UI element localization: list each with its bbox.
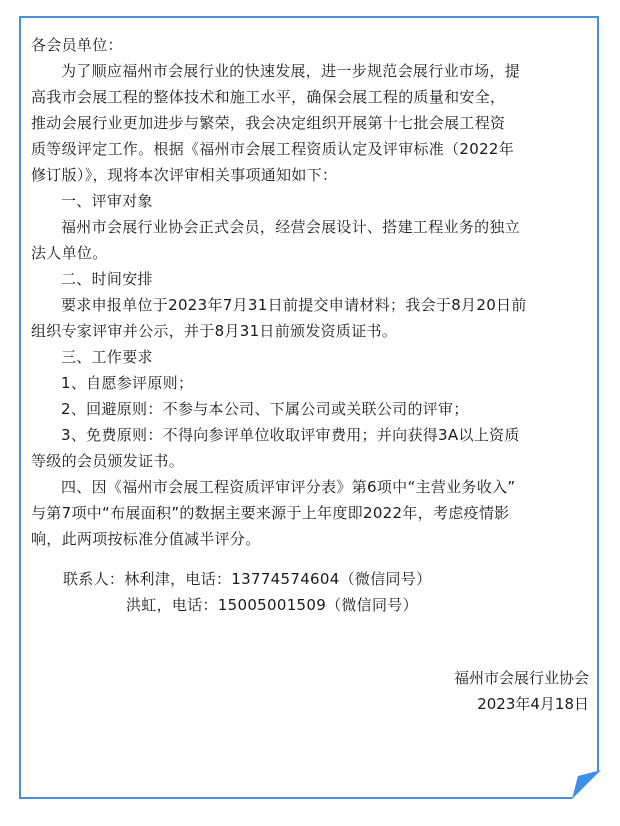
intro-line: 质等级评定工作。根据《福州市会展工程资质认定及评审标准（2022年	[31, 140, 515, 158]
contact-line: 洪虹，电话：15005001509（微信同号）	[126, 596, 418, 614]
contact-line: 联系人：林利津，电话：13774574604（微信同号）	[63, 570, 432, 588]
requirement-item: 2、回避原则：不参与本公司、下属公司或关联公司的评审；	[61, 400, 469, 418]
signature-block	[454, 665, 589, 717]
section-heading: 三、工作要求	[61, 348, 153, 366]
page-corner-fold-icon	[572, 770, 601, 799]
section-text: 要求申报单位于2023年7月31日前提交申请材料；我会于8月20日前	[61, 296, 527, 314]
notice-body	[31, 32, 591, 618]
requirement-item: 3、免费原则：不得向参评单位收取评审费用；并向获得3A以上资质	[61, 426, 520, 444]
section-heading: 二、时间安排	[61, 270, 153, 288]
salutation: 各会员单位：	[31, 36, 123, 54]
intro-line: 修订版）》，现将本次评审相关事项通知如下：	[31, 166, 338, 184]
requirement-item: 1、自愿参评原则；	[61, 374, 194, 392]
contact-block	[31, 566, 591, 618]
section-heading: 一、评审对象	[61, 192, 153, 210]
section-text: 响，此两项按标准分值减半评分。	[31, 530, 261, 548]
section-text: 法人单位。	[31, 244, 108, 262]
section-text: 四、因《福州市会展工程资质评审评分表》第6项中“主营业务收入”	[61, 478, 516, 496]
intro-line: 推动会展行业更加进步与繁荣，我会决定组织开展第十七批会展工程资	[31, 114, 506, 132]
signature-org: 福州市会展行业协会	[453, 669, 589, 687]
section-text: 与第7项中“布展面积”的数据主要来源于上年度即2022年，考虑疫情影	[31, 504, 510, 522]
intro-line: 高我市会展工程的整体技术和施工水平，确保会展工程的质量和安全，	[31, 88, 506, 106]
intro-line: 为了顺应福州市会展行业的快速发展，进一步规范会展行业市场，提	[61, 62, 521, 80]
section-text: 福州市会展行业协会正式会员，经营会展设计、搭建工程业务的独立	[61, 218, 521, 236]
signature-date: 2023年4月18日	[477, 695, 589, 713]
section-text: 组织专家评审并公示，并于8月31日前颁发资质证书。	[31, 322, 398, 340]
requirement-item: 等级的会员颁发证书。	[31, 452, 185, 470]
